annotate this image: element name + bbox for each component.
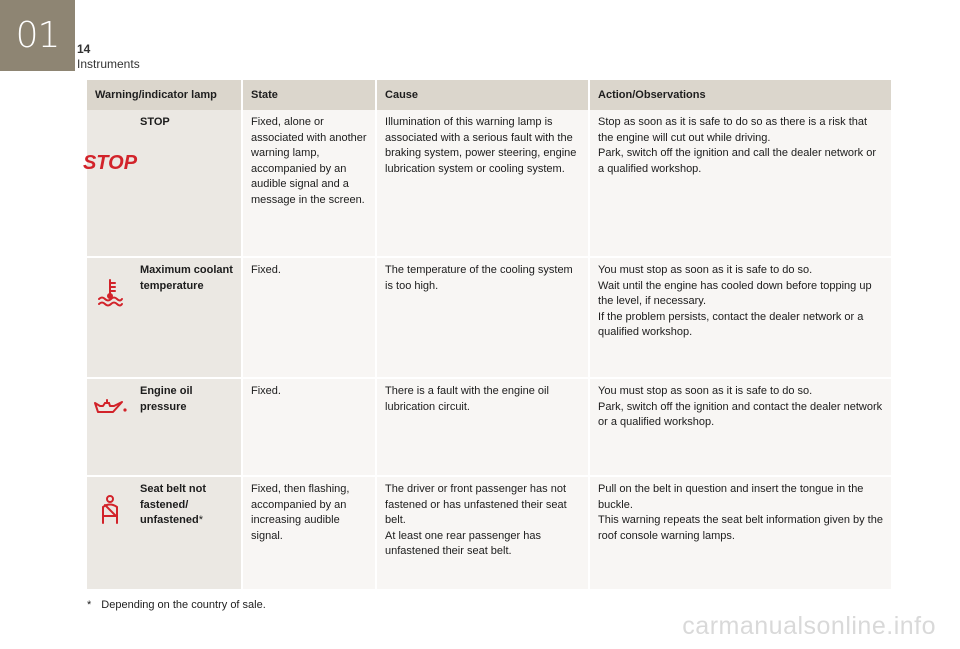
table-header-row [87, 80, 891, 110]
header-warning-lamp: Warning/indicator lamp [87, 80, 242, 110]
header-cause: Cause [376, 80, 589, 110]
header-state: State [242, 80, 376, 110]
lamp-cause: There is a fault with the engine oil lubrication circuit. [376, 378, 589, 476]
section-title: Instruments [77, 57, 140, 71]
footnote-marker: * [198, 514, 203, 526]
footnote-mark: * [87, 599, 92, 611]
lamp-cause: Illumination of this warning lamp is associated with a serious fault with the braking system, power steering, engine lubrication system or cooling system. [376, 110, 589, 257]
lamp-state: Fixed. [242, 257, 376, 378]
header-action: Action/Observations [589, 80, 891, 110]
table-row [87, 257, 891, 378]
coolant-temperature-icon [97, 278, 123, 312]
seat-belt-icon [99, 495, 121, 531]
page-number: 14 [77, 42, 91, 56]
table-row [87, 476, 891, 590]
warning-lamps-table [82, 80, 891, 591]
lamp-name: STOP [132, 110, 242, 257]
lamp-icon-cell [87, 257, 132, 378]
lamp-name-text: Seat belt not fastened/ unfastened [140, 483, 207, 526]
lamp-state: Fixed, alone or associated with another warning lamp, accompanied by an audible signal and a message in the screen. [242, 110, 376, 257]
lamp-icon-cell [82, 110, 137, 257]
lamp-name [132, 476, 242, 590]
footnote [87, 599, 266, 611]
lamp-state: Fixed, then flashing, accompanied by an increasing audible signal. [242, 476, 376, 590]
lamp-icon-cell [87, 378, 132, 476]
lamp-action: You must stop as soon as it is safe to do so. Park, switch off the ignition and contact the dealer network or a qualified workshop. [589, 378, 891, 476]
lamp-action: Stop as soon as it is safe to do so as there is a risk that the engine will cut out while driving. Park, switch off the ignition and call the dealer network or a qualified workshop. [589, 110, 891, 257]
lamp-action: You must stop as soon as it is safe to do so. Wait until the engine has cooled down before topping up the level, if necessary. If the problem persists, contact the dealer network or a qualified workshop. [589, 257, 891, 378]
lamp-icon-cell [87, 476, 132, 590]
chapter-tab: 01 [0, 0, 75, 71]
table-row [87, 378, 891, 476]
lamp-action: Pull on the belt in question and insert the tongue in the buckle. This warning repeats the seat belt information given by the roof console warning lamps. [589, 476, 891, 590]
lamp-name: Maximum coolant temperature [132, 257, 242, 378]
oil-can-icon [92, 397, 128, 423]
lamp-cause: The driver or front passenger has not fastened or has unfastened their seat belt. At least one rear passenger has unfastened their seat belt. [376, 476, 589, 590]
footnote-text: Depending on the country of sale. [101, 599, 266, 611]
table-row [87, 110, 891, 257]
lamp-cause: The temperature of the cooling system is too high. [376, 257, 589, 378]
lamp-state: Fixed. [242, 378, 376, 476]
svg-text:STOP: STOP [82, 152, 137, 174]
lamp-name: Engine oil pressure [132, 378, 242, 476]
stop-icon [82, 152, 137, 178]
watermark: carmanualsonline.info [682, 612, 936, 640]
